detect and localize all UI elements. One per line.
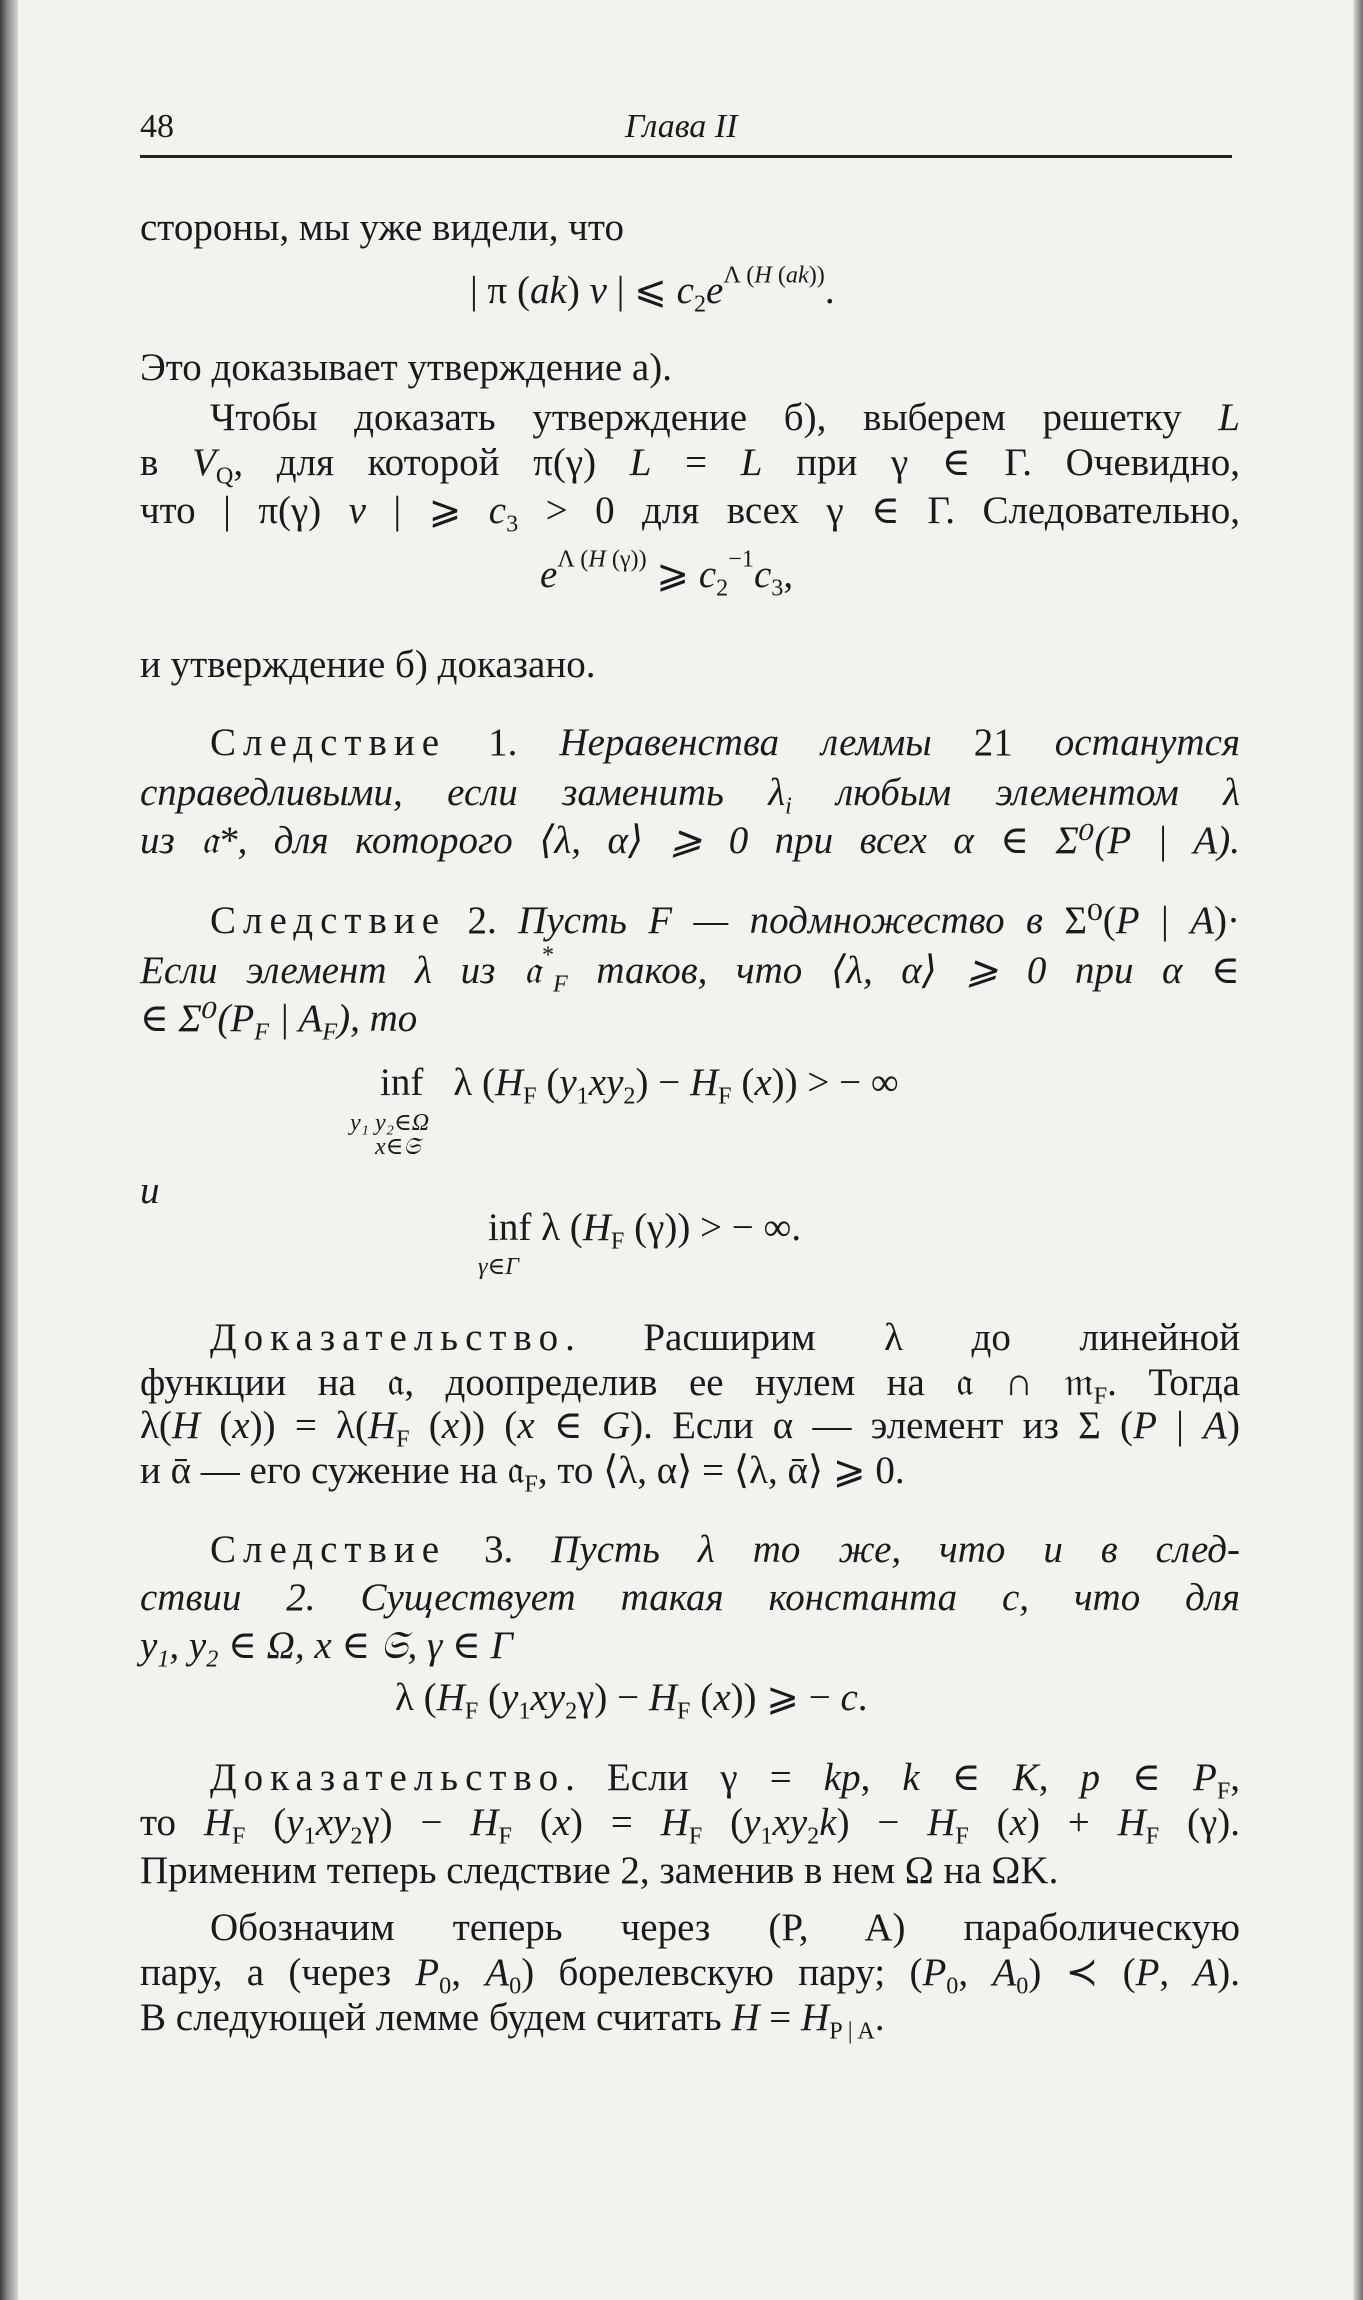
text-line: Чтобы доказать утверждение б), выберем решетку L [210,396,1240,439]
corollary-2-line: Если элемент λ из 𝔞*$_F$ таков, что ⟨λ, α⟩ ⩾ 0 при α ∈ [140,941,1240,998]
chapter-title: Глава II [625,108,738,145]
text-line: Это доказывает утверждение а). [140,346,672,389]
scan-right-edge [1353,0,1363,2300]
proof-2-line: Доказательство. Если γ = kp, k ∈ K, p ∈ $P_F$, [210,1756,1241,1805]
text-and: и [140,1169,160,1212]
proof-1-line: и ᾱ — его сужение на 𝔞$_F$, то ⟨λ, α⟩ = ⟨λ, ᾱ⟩ ⩾ 0. [140,1449,905,1498]
formula-inf-2: inf λ ($H_F$ (γ)) > − ∞. [488,1206,802,1255]
text-line: что | π(γ) v | ⩾ $c_3 > 0$ для всех γ ∈ Γ. Следовательно, [140,489,1240,538]
corollary-1-line: Следствие 1. Неравенства леммы 21 останутся [210,721,1241,764]
corollary-2-line: Следствие 2. Пусть F — подмножество в Σ⁰(P | A)· [210,899,1240,942]
corollary-2-line: ∈ $\Sigma^0(P_F$ | $A_F$), то [140,997,418,1046]
running-header [140,108,1230,152]
formula-exp-bound: $e^{\Lambda (H (\gamma))}$ ⩾ $c_2^{-1}c_3$, [540,545,794,602]
formula-pi-bound: | π (ak) v | ⩽ $c_2e^{\Lambda (H (ak))}$. [470,261,835,318]
header-rule [140,155,1232,158]
corollary-1-line: из 𝔞*, для которого ⟨λ, α⟩ ⩾ 0 при всех α ∈ Σ⁰(P | A). [140,819,1240,862]
proof-1-line: Доказательство. Расширим λ до линейной [210,1316,1240,1359]
formula-lambda-bound: λ ($H_F$ $(y_1xy_2\gamma) - H_F$ (x)) ⩾ − c. [395,1676,868,1725]
final-line: В следующей лемме будем считать $H = H_{P | A}$. [140,1996,885,2045]
text-line: стороны, мы уже видели, что [140,206,624,249]
proof-2-line: то $H_F$ $(y_1xy_2\gamma) - H_F$ $(x) = H_F$ $(y_1xy_2k) - H_F$ $(x) + H_F$ (γ). [140,1801,1240,1850]
formula-inf-1: inf λ ($H_F$ $(y_1xy_2) - H_F$ (x)) > − ∞ [380,1061,899,1110]
inf-limit-1b: x∈𝔖 [375,1134,421,1160]
inf-limit-2: γ∈Γ [478,1254,519,1280]
text-line: и утверждение б) доказано. [140,643,596,686]
corollary-3-line: $y_1$, $y_2$ ∈ Ω, x ∈ 𝔖, γ ∈ Γ [140,1624,513,1673]
corollary-1-line: справедливыми, если заменить $\lambda_i$ любым элементом λ [140,771,1240,820]
scan-binding-edge [0,0,18,2300]
proof-1-line: λ(H $(x)) = \lambda(H_F$ (x)) (x ∈ G). Если α — элемент из Σ (P | A) [140,1404,1240,1453]
page-number: 48 [140,108,174,145]
proof-2-line: Применим теперь следствие 2, заменив в нем Ω на ΩK. [140,1849,1059,1892]
corollary-3-line: Следствие 3. Пусть λ то же, что и в след- [210,1528,1240,1571]
final-line: пару, а (через $P_0$, $A_0$) борелевскую пару; ($P_0$, $A_0$) ≺ (P, A). [140,1951,1241,2000]
inf-limit-1a: y₁ y₂∈Ω [350,1110,430,1136]
corollary-3-line: ствии 2. Существует такая константа c, что для [140,1576,1240,1619]
final-line: Обозначим теперь через (P, A) параболическую [210,1906,1240,1949]
proof-1-line: функции на 𝔞, доопределив ее нулем на 𝔞 ∩ 𝔪$_F$. Тогда [140,1361,1240,1410]
text-line: в $V_Q$, для которой π(γ) L = L при γ ∈ Γ. Очевидно, [140,441,1241,490]
